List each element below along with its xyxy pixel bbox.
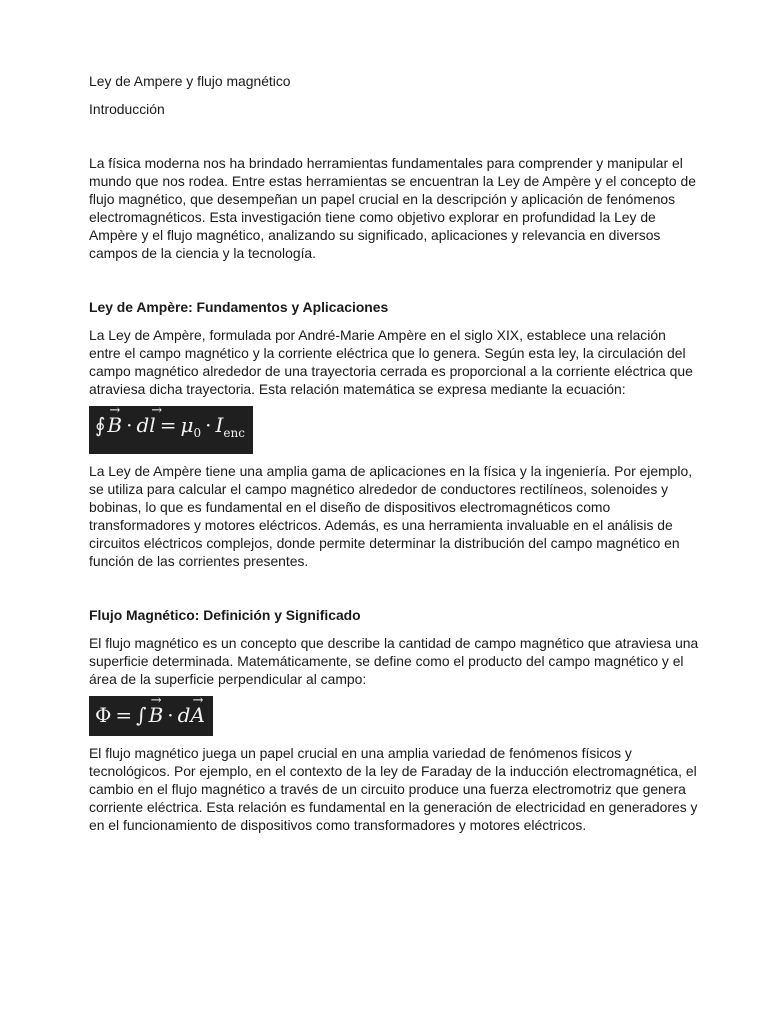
ampere-paragraph-2: La Ley de Ampère tiene una amplia gama de aplicaciones en la física y la ingeniería. Por ejemplo, se utiliza para calcular el campo magnético alrededor de conductores rectilíneos, solenoides y bobinas, lo que es fundamental en el diseño de dispositivos electromagnéticos como transformadores y motores eléctricos. Además, es una herramienta invaluable en el análisis de circuitos eléctricos complejos, donde permite determinar la distribución del campo magnético en función de las corrientes presentes. [89,463,693,569]
ampere-law-formula [89,406,253,454]
field-vector-b: → B [107,408,122,442]
document-title: Ley de Ampere y flujo magnético [89,73,291,89]
flux-formula-wrapper [89,688,701,736]
flux-paragraph-2: El flujo magnético juega un papel crucial en una amplia variedad de fenómenos físicos y tecnológicos. Por ejemplo, en el contexto de la ley de Faraday de la inducción electromagnética, el cambio en el flujo magnético a través de un circuito produce una fuerza electromotriz que genera corriente eléctrica. Esta relación es fundamental en la generación de electricidad en generadores y en el funcionamiento de dispositivos como transformadores y motores eléctricos. [89,745,698,833]
flux-differential-d: d [177,703,191,727]
flux-section-heading: Flujo Magnético: Definición y Significado [89,607,361,623]
intro-heading: Introducción [89,101,165,117]
equals-sign: = [159,413,177,437]
flux-equals-sign: = [115,703,133,727]
contour-integral-symbol: ∮ [95,413,106,437]
document-page [89,72,701,834]
line-element-vector: → l [149,408,155,442]
magnetic-flux-formula [89,696,213,736]
flux-field-vector-b: → B [149,698,164,732]
intro-paragraph: La física moderna nos ha brindado herramientas fundamentales para comprender y manipular el mundo que nos rodea. Entre estas herramientas se encuentran la Ley de Ampère y el concepto de flujo magnético, que desempeñan un papel crucial en la descripción y aplicación de fenómenos electromagnéticos. Esta investigación tiene como objetivo explorar en profundidad la Ley de Ampère y el flujo magnético, analizando su significado, aplicaciones y relevancia en diversos campos de la ciencia y la tecnología. [89,155,696,261]
ampere-section-heading: Ley de Ampère: Fundamentos y Aplicaciones [89,299,389,315]
ampere-formula-wrapper [89,398,701,454]
differential-d: d [136,413,150,437]
flux-dot-operator: · [167,703,174,727]
dot-operator: · [126,413,133,437]
flux-symbol: Φ [95,703,112,727]
surface-integral-symbol: ∫ [136,703,147,727]
ampere-paragraph-1: La Ley de Ampère, formulada por André-Marie Ampère en el siglo XIX, establece una relación entre el campo magnético y la corriente eléctrica que lo genera. Según esta ley, la circulación del campo magnético alrededor de una trayectoria cerrada es proporcional a la corriente eléctrica que atraviesa dicha trayectoria. Esta relación matemática se expresa mediante la ecuación: [89,327,693,397]
flux-paragraph-1: El flujo magnético es un concepto que describe la cantidad de campo magnético que atraviesa una superficie determinada. Matemáticamente, se define como el producto del campo magnético y el área de la superficie perpendicular al campo: [89,635,699,687]
dot-operator-2: · [205,413,212,437]
enclosed-current-subscript: enc [223,426,245,440]
permeability-subscript: 0 [193,426,202,440]
enclosed-current: I [215,413,224,437]
area-vector: → A [190,698,204,732]
permeability-constant: μ [180,413,194,437]
